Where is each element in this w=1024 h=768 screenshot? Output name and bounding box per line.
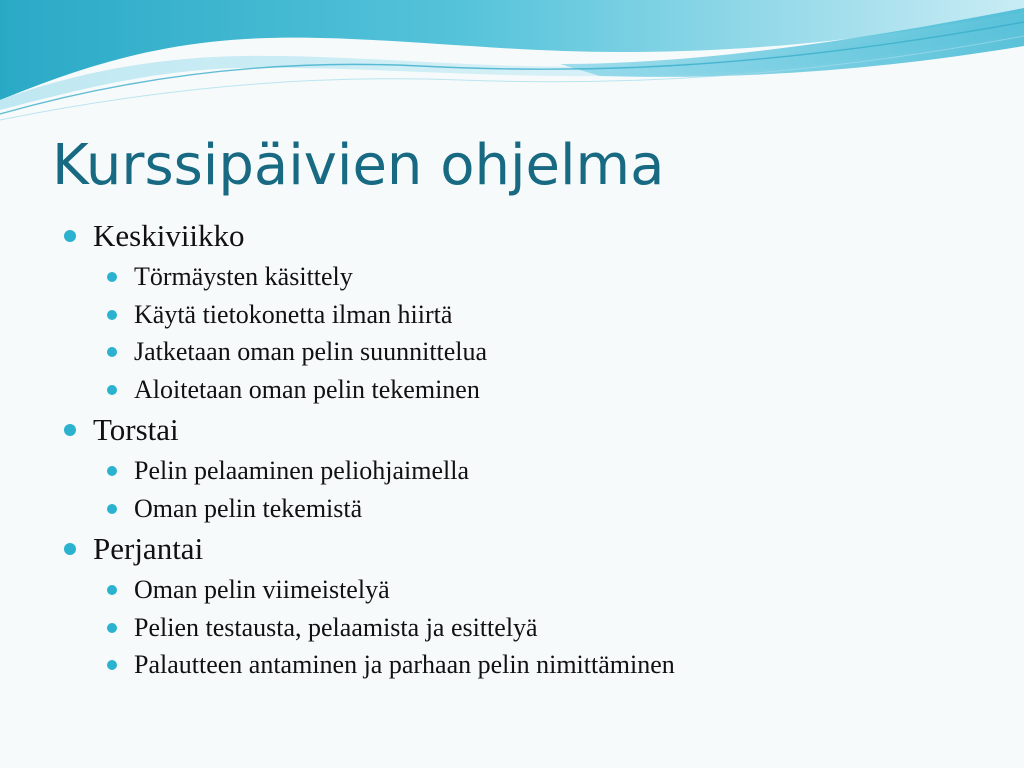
topic-list (93, 452, 1024, 527)
bullet-icon (64, 230, 76, 242)
list-item (93, 371, 1024, 409)
day-label: Perjantai (93, 531, 204, 566)
list-item (93, 490, 1024, 528)
list-item-text: Palautteen antaminen ja parhaan pelin nimittäminen (134, 650, 675, 679)
bullet-icon (107, 272, 117, 282)
bullet-icon (107, 660, 117, 670)
day-item-torstai (0, 408, 1024, 527)
bullet-icon (107, 385, 117, 395)
bullet-icon (64, 543, 76, 555)
slide-content (0, 214, 1024, 684)
bullet-icon (107, 585, 117, 595)
bullet-icon (107, 466, 117, 476)
list-item (93, 452, 1024, 490)
list-item (93, 333, 1024, 371)
list-item (93, 609, 1024, 647)
list-item-text: Aloitetaan oman pelin tekeminen (134, 374, 480, 404)
slide-title: Kurssipäivien ohjelma (52, 133, 665, 198)
day-list (0, 214, 1024, 684)
list-item (93, 296, 1024, 334)
list-item (93, 258, 1024, 296)
bullet-icon (64, 424, 76, 436)
list-item-text: Oman pelin tekemistä (134, 493, 363, 523)
day-item-perjantai (0, 527, 1024, 684)
day-label: Keskiviikko (93, 218, 245, 253)
list-item-text: Törmäysten käsittely (134, 262, 353, 291)
list-item-text: Pelin pelaaminen peliohjaimella (134, 456, 470, 485)
topic-list (93, 571, 1024, 684)
list-item-text: Pelien testausta, pelaamista ja esittelyä (134, 612, 538, 642)
bullet-icon (107, 504, 117, 514)
list-item-text: Jatketaan oman pelin suunnittelua (134, 337, 488, 366)
day-label: Torstai (93, 412, 179, 447)
day-item-keskiviikko (0, 214, 1024, 408)
list-item (93, 571, 1024, 609)
bullet-icon (107, 623, 117, 633)
bullet-icon (107, 347, 117, 357)
wave-header-decoration (0, 0, 1024, 130)
list-item-text: Käytä tietokonetta ilman hiirtä (134, 299, 453, 329)
list-item-text: Oman pelin viimeistelyä (134, 575, 390, 604)
list-item (93, 646, 1024, 684)
bullet-icon (107, 310, 117, 320)
topic-list (93, 258, 1024, 408)
